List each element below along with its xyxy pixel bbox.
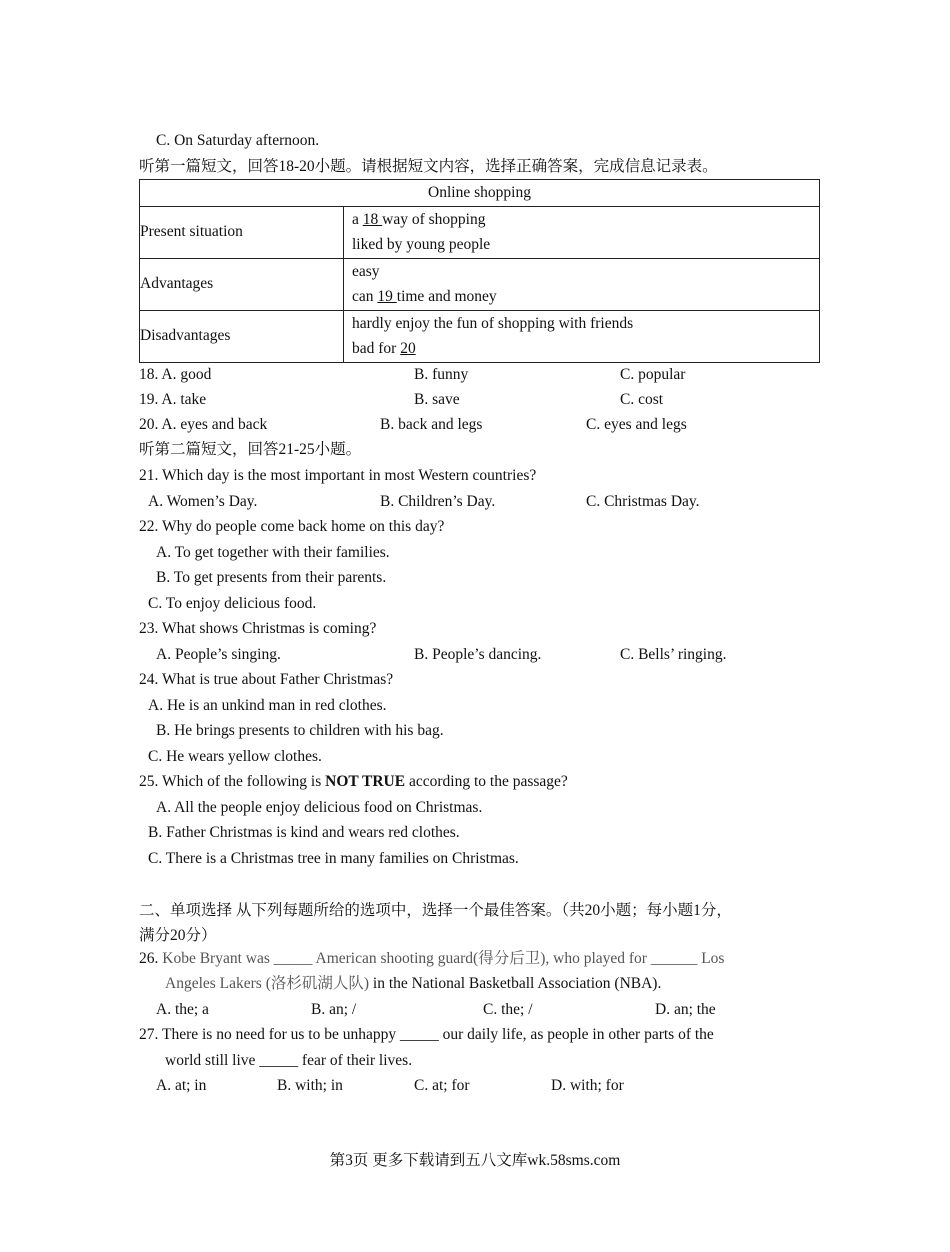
section1-instruction: 听第一篇短文，回答18-20小题。请根据短文内容，选择正确答案，完成信息记录表。 <box>139 158 718 175</box>
q27-option-a: A. at; in <box>156 1077 207 1094</box>
q18-option-c: C. popular <box>620 366 686 383</box>
q24-option-c: C. He wears yellow clothes. <box>148 748 322 765</box>
q23-option-a: A. People’s singing. <box>156 646 281 663</box>
table-row <box>140 206 820 258</box>
q19-option-b: B. save <box>414 391 460 408</box>
row-value: easy can 19 time and money <box>344 258 820 310</box>
q19-option-a: 19. A. take <box>139 391 207 408</box>
row-value: a 18 way of shopping liked by young people <box>344 206 820 258</box>
q27-option-c: C. at; for <box>414 1077 470 1094</box>
q22-option-c: C. To enjoy delicious food. <box>148 595 317 612</box>
q24-option-b: B. He brings presents to children with his bag. <box>156 722 444 739</box>
q25-stem: 25. Which of the following is NOT TRUE according to the passage? <box>139 773 568 790</box>
q22-option-b: B. To get presents from their parents. <box>156 569 387 586</box>
q22-option-a: A. To get together with their families. <box>156 544 390 561</box>
q26-stem-line2: Angeles Lakers (洛杉矶湖人队) in the National Basketball Association (NBA). <box>165 975 662 992</box>
q21-option-c: C. Christmas Day. <box>586 493 700 510</box>
section2-instruction: 听第二篇短文，回答21-25小题。 <box>139 441 362 458</box>
q27-option-d: D. with; for <box>551 1077 624 1094</box>
part2-heading-line2: 满分20分） <box>139 927 217 944</box>
q27-stem-line1: 27. There is no need for us to be unhappy _____ our daily life, as people in other parts of the <box>139 1026 714 1043</box>
row-label: Advantages <box>140 258 344 310</box>
q24-option-a: A. He is an unkind man in red clothes. <box>148 697 387 714</box>
info-table <box>139 179 820 363</box>
q19-option-c: C. cost <box>620 391 664 408</box>
q26-stem-line1: 26. Kobe Bryant was _____ American shooting guard(得分后卫), who played for ______ Los <box>139 950 725 967</box>
q25-option-b: B. Father Christmas is kind and wears red clothes. <box>148 824 460 841</box>
page-footer: 第3页 更多下载请到五八文库wk.58sms.com <box>329 1152 621 1169</box>
table-row <box>140 310 820 362</box>
row-label: Disadvantages <box>140 310 344 362</box>
row-label: Present situation <box>140 206 344 258</box>
q21-option-b: B. Children’s Day. <box>380 493 496 510</box>
part2-heading-line1: 二、单项选择 从下列每题所给的选项中，选择一个最佳答案。（共20小题；每小题1分， <box>139 902 732 919</box>
q27-stem-line2: world still live _____ fear of their lives. <box>165 1052 413 1069</box>
q25-option-a: A. All the people enjoy delicious food on Christmas. <box>156 799 483 816</box>
row-value: hardly enjoy the fun of shopping with friends bad for 20 <box>344 310 820 362</box>
q26-option-b: B. an; / <box>311 1001 357 1018</box>
top-option: C. On Saturday afternoon. <box>156 132 320 149</box>
blank-18: 18 <box>362 210 383 228</box>
q27-option-b: B. with; in <box>277 1077 343 1094</box>
q26-option-d: D. an; the <box>655 1001 716 1018</box>
q18-option-a: 18. A. good <box>139 366 212 383</box>
q24-stem: 24. What is true about Father Christmas? <box>139 671 394 688</box>
table-title: Online shopping <box>140 180 820 207</box>
q21-option-a: A. Women’s Day. <box>148 493 258 510</box>
q21-stem: 21. Which day is the most important in most Western countries? <box>139 467 537 484</box>
q26-option-a: A. the; a <box>156 1001 209 1018</box>
q20-option-a: 20. A. eyes and back <box>139 416 268 433</box>
q18-option-b: B. funny <box>414 366 469 383</box>
not-true-emphasis: NOT TRUE <box>325 773 406 790</box>
q20-option-b: B. back and legs <box>380 416 483 433</box>
q25-option-c: C. There is a Christmas tree in many families on Christmas. <box>148 850 519 867</box>
table-row <box>140 258 820 310</box>
q26-option-c: C. the; / <box>483 1001 533 1018</box>
blank-20: 20 <box>400 340 416 357</box>
q22-stem: 22. Why do people come back home on this day? <box>139 518 445 535</box>
q23-option-c: C. Bells’ ringing. <box>620 646 727 663</box>
table-header-row <box>140 180 820 207</box>
q20-option-c: C. eyes and legs <box>586 416 687 433</box>
q23-option-b: B. People’s dancing. <box>414 646 542 663</box>
blank-19: 19 <box>377 288 397 305</box>
q23-stem: 23. What shows Christmas is coming? <box>139 620 377 637</box>
